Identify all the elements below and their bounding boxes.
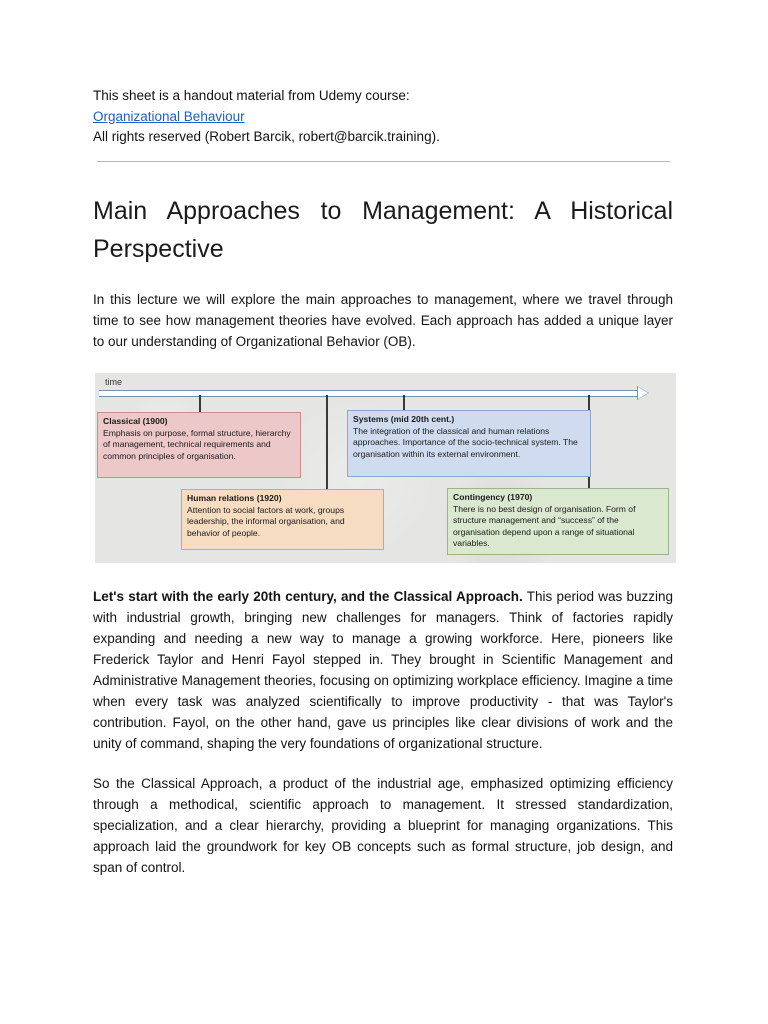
timeline-box-systems (347, 410, 591, 477)
timeline-figure (95, 373, 676, 563)
box-title: Classical (1900) (103, 416, 168, 426)
box-text: Attention to social factors at work, groups leadership, the informal organisation, and behavior of people. (187, 504, 345, 538)
paragraph-lead: Let's start with the early 20th century, and the Classical Approach. (93, 589, 523, 604)
box-title: Systems (mid 20th cent.) (353, 414, 455, 424)
intro-paragraph: In this lecture we will explore the main approaches to management, where we travel through time to see how management theories have evolved. Each approach has added a unique layer to our understanding of Organizational Behavior (OB). (93, 292, 673, 349)
timeline-axis (99, 390, 639, 397)
paragraph-body: This period was buzzing with industrial growth, bringing new challenges for managers. Think of factories rapidly expanding and needing a new way to manage a growing workforce. Here, pioneers like Frederick Taylor and Henri Fayol stepped in. They brought in Scientific Management and Administrative Management theories, focusing on optimizing workplace efficiency. Imagine a time when every task was analyzed scientifically to improve productivity - that was Taylor's contribution. Fayol, on the other hand, gave us principles like clear divisions of work and the unity of command, shaping the very foundations of organizational structure. (93, 589, 673, 751)
page-title: Main Approaches to Management: A Historical Perspective (93, 197, 673, 263)
timeline-arrow-icon (638, 387, 648, 399)
divider (97, 161, 670, 162)
tick-human-relations (326, 395, 328, 489)
tick-systems (403, 395, 405, 410)
timeline-box-contingency (447, 488, 669, 555)
box-text: Emphasis on purpose, formal structure, hierarchy of management, technical requirements and common principles of organisation. (103, 427, 291, 461)
timeline-axis-label: time (105, 377, 123, 387)
box-text: The integration of the classical and human relations approaches. Importance of the socio-technical system. The organisation within its external environment. (353, 425, 578, 459)
classical-summary-paragraph: So the Classical Approach, a product of the industrial age, emphasized optimizing efficiency through a methodical, scientific approach to management. It stressed standardization, specialization, and a clear hierarchy, providing a blueprint for managing organizations. This approach laid the groundwork for key OB concepts such as formal structure, job design, and span of control. (93, 776, 673, 875)
handout-note: This sheet is a handout material from Udemy course: (93, 88, 410, 103)
box-title: Human relations (1920) (187, 493, 282, 503)
rights-notice: All rights reserved (Robert Barcik, robert@barcik.training). (93, 129, 440, 144)
timeline-box-classical (97, 412, 301, 478)
box-title: Contingency (1970) (453, 492, 533, 502)
course-link[interactable]: Organizational Behaviour (93, 108, 245, 124)
classical-approach-paragraph (93, 586, 673, 754)
handout-header (93, 86, 673, 148)
timeline-box-human-relations (181, 489, 384, 550)
tick-classical (199, 395, 201, 412)
box-text: There is no best design of organisation. Form of structure management and “success” of the organisation depend upon a range of situational variables. (453, 503, 636, 549)
